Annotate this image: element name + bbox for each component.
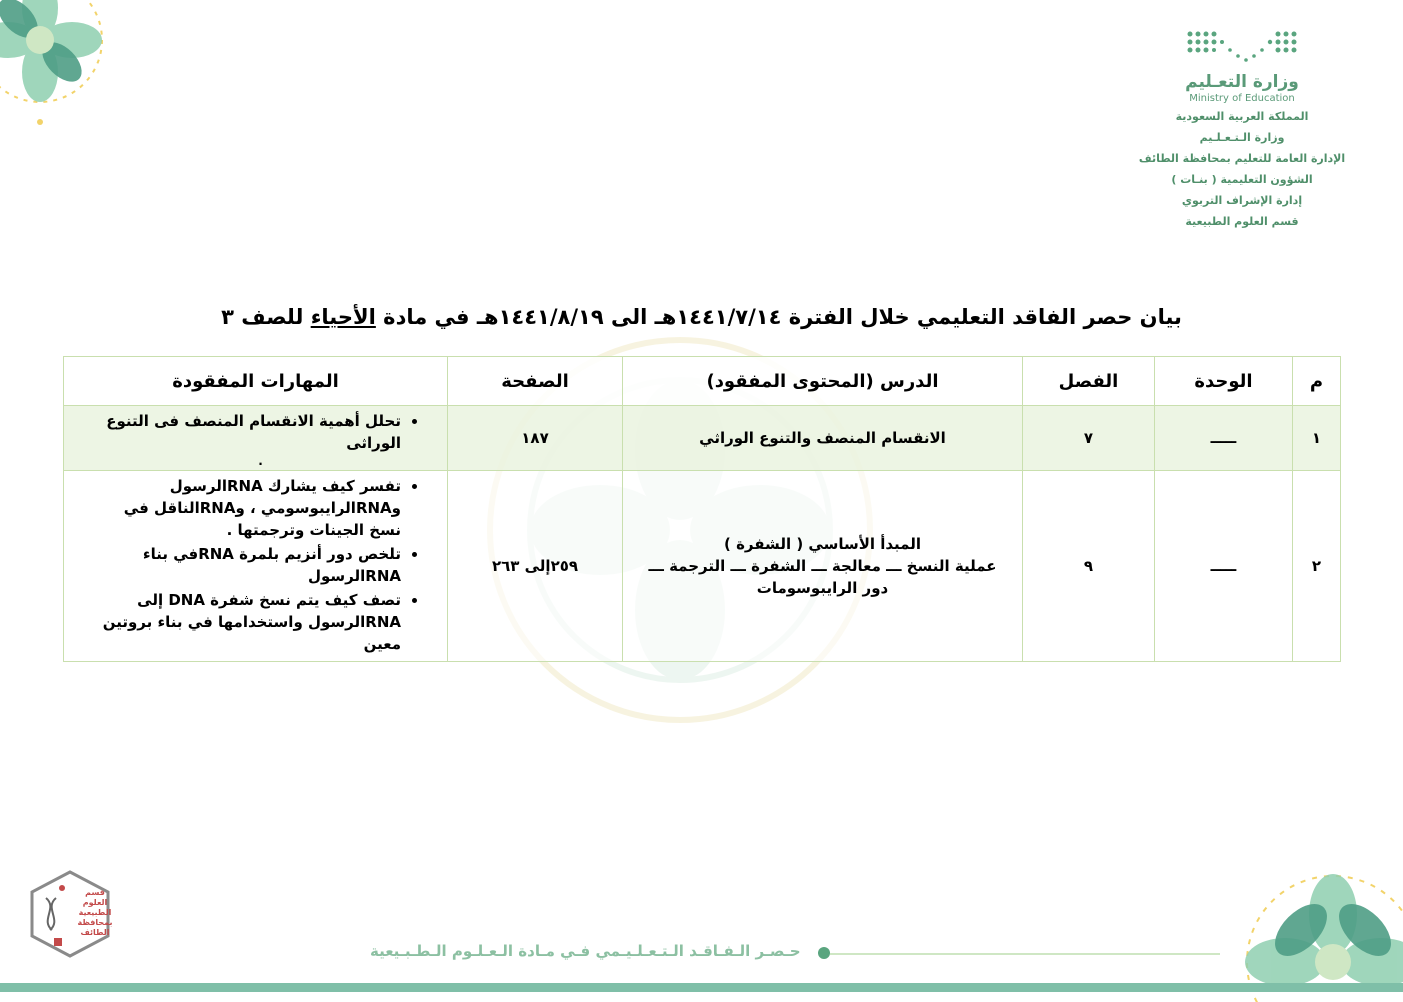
footer-divider xyxy=(830,953,1220,955)
skills-list xyxy=(94,475,427,655)
table-row xyxy=(64,406,1341,471)
lesson-line: الانقسام المنصف والتنوع الوراثي xyxy=(699,429,946,447)
skill-item: • تحلل أهمية الانقسام المنصف فى التنوع الوراثى xyxy=(94,410,401,454)
lesson-line: المبدأ الأساسي ( الشفرة ) xyxy=(724,535,921,553)
corner-flower-decoration xyxy=(1213,852,1403,1002)
header-line-supervision: إدارة الإشراف التربوي xyxy=(1181,194,1303,207)
cell-unit: ـــــ xyxy=(1155,406,1293,471)
header-line-ministry: وزارة الـتـعـلـيم xyxy=(1199,131,1285,144)
ministry-header xyxy=(1137,30,1347,232)
header-unit: الوحدة xyxy=(1155,357,1293,406)
skills-list xyxy=(94,410,427,454)
title-main: بيان حصر الفاقد التعليمي خلال الفترة ١٤٤١/٧/١٤هـ الى ١٤٤١/٨/١٩هـ في مادة xyxy=(375,305,1182,329)
header-page: الصفحة xyxy=(448,357,623,406)
header-num: م xyxy=(1293,357,1341,406)
footer-bullet-icon xyxy=(818,947,830,959)
skill-trailing-dot: . xyxy=(258,454,263,468)
ministry-name-english: Ministry of Education xyxy=(1189,93,1295,104)
skill-item: • تفسر كيف يشارك RNAالرسول وRNAالرايبوسومي ، وRNAالناقل في نسخ الجينات وترجمتها . xyxy=(94,475,401,541)
cell-page: ١٨٧ xyxy=(448,406,623,471)
header-lesson: الدرس (المحتوى المفقود) xyxy=(623,357,1023,406)
lesson-line: دور الرايبوسومات xyxy=(756,579,889,597)
header-skills: المهارات المفقودة xyxy=(64,357,448,406)
cell-chapter: ٩ xyxy=(1023,471,1155,662)
cell-page: ٢٥٩إلى ٢٦٣ xyxy=(448,471,623,662)
title-subject: الأحياء xyxy=(310,305,376,329)
header-line-department: قسم العلوم الطبيعية xyxy=(1185,215,1299,228)
cell-chapter: ٧ xyxy=(1023,406,1155,471)
cell-skills xyxy=(64,471,448,662)
cell-skills xyxy=(64,406,448,471)
skill-item: • تلخص دور أنزيم بلمرة RNAفي بناء RNAالرسول xyxy=(94,543,401,587)
header-line-country: المملكة العربية السعودية xyxy=(1175,110,1309,123)
cell-num: ٢ xyxy=(1293,471,1341,662)
corner-flower-decoration xyxy=(0,0,140,140)
cell-lesson xyxy=(623,406,1023,471)
header-line-directorate: الإدارة العامة للتعليم بمحافظة الطائف xyxy=(1138,152,1346,165)
skill-item: • تصف كيف يتم نسخ شفرة DNA إلى RNAالرسول واستخدامها في بناء بروتين معين xyxy=(94,589,401,655)
learning-loss-table xyxy=(63,356,1341,662)
ministry-logo-icon xyxy=(1186,30,1298,66)
table-row xyxy=(64,471,1341,662)
cell-num: ١ xyxy=(1293,406,1341,471)
cell-lesson xyxy=(623,471,1023,662)
department-logo-text: قسم العلوم الطبيعية بمحافظة الطائف xyxy=(77,888,113,937)
footer-caption: حـصـر الـفـاقـد الـتـعـلـيـمي فـي مـادة الـعـلـوم الـطـبـيعية xyxy=(370,942,801,960)
lesson-line: عملية النسخ ـــ معالجة ـــ الشفرة ـــ الترجمة ـــ xyxy=(648,557,997,575)
document-title xyxy=(60,305,1343,329)
header-line-affairs: الشؤون التعليمية ( بنـات ) xyxy=(1171,173,1313,186)
ministry-name-arabic: وزارة التعـليم xyxy=(1185,72,1299,92)
header-chapter: الفصل xyxy=(1023,357,1155,406)
cell-unit: ـــــ xyxy=(1155,471,1293,662)
title-suffix: للصف ٣ xyxy=(221,305,311,329)
footer-bar xyxy=(0,983,1403,992)
table-header-row xyxy=(64,357,1341,406)
